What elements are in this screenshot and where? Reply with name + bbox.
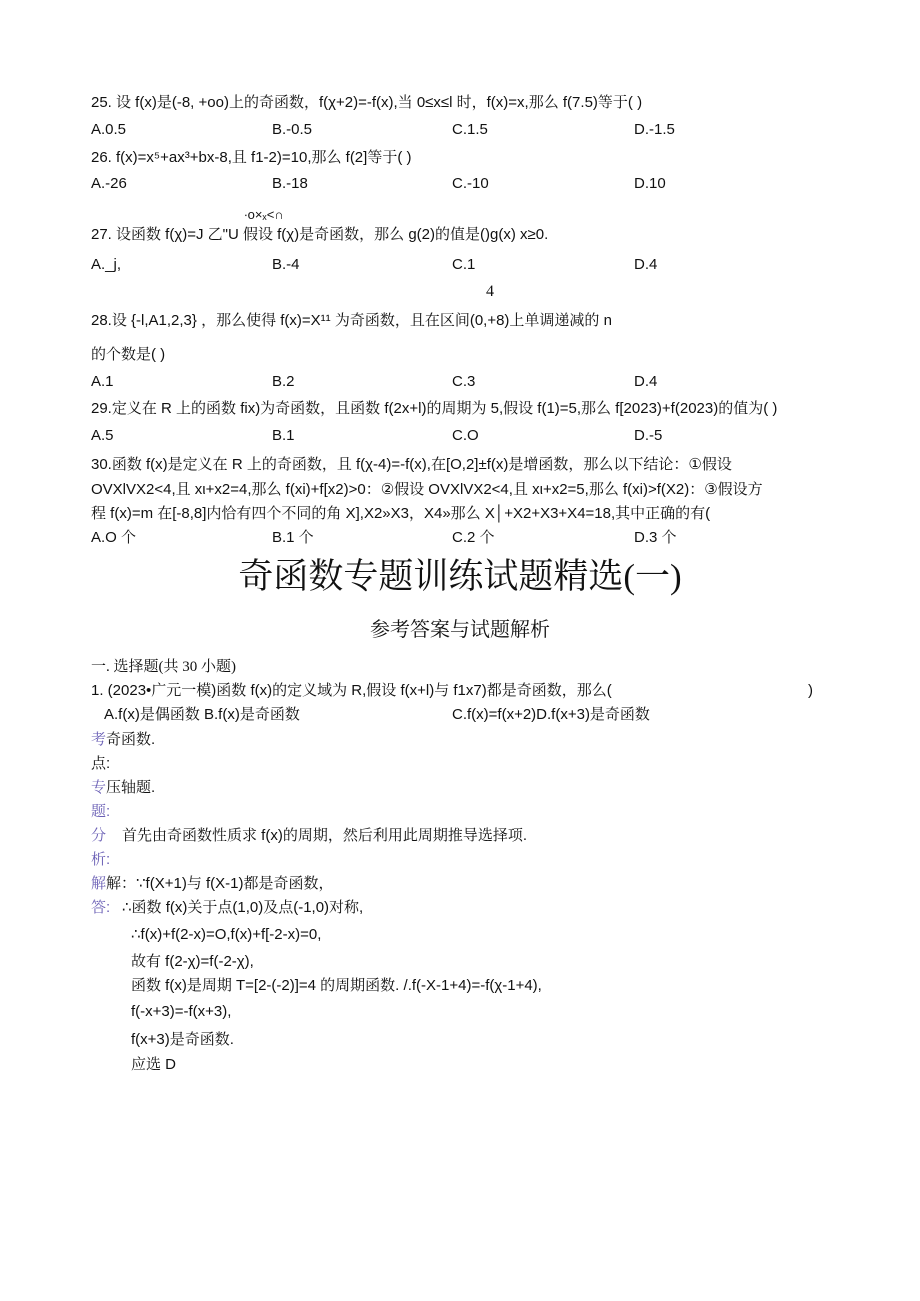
solution-line-5: f(x+3)是奇函数.: [131, 1031, 234, 1048]
section-heading: 一. 选择题(共 30 小题): [91, 659, 236, 675]
solution-1-options-cd: C.f(x)=f(x+2)D.f(x+3)是奇函数: [452, 706, 650, 723]
solution-line-6: 应选 D: [131, 1056, 177, 1073]
q26-option-a: A.-26: [91, 175, 127, 192]
q25-option-a: A.0.5: [91, 121, 127, 138]
fenxi-text: 首先由奇函数性质求 f(x)的周期，然后利用此周期推导选择项.: [122, 827, 527, 844]
q30-stem-line2: OVXlVX2<4,且 xι+x2=4,那么 f(xi)+f[x2)>0：②假设 OVXlVX2<4,且 xι+x2=5,那么 f(xi)>f(X2)：③假设方: [91, 481, 763, 498]
q25-stem: 25. 设 f(x)是(-8, +oo)上的奇函数，f(χ+2)=-f(x),当 0≤x≤l 时，f(x)=x,那么 f(7.5)等于( ): [91, 94, 643, 111]
q25-option-b: B.-0.5: [272, 121, 313, 138]
solution-1-stem: 1. (2023•广元一模)函数 f(x)的定义域为 R,假设 f(x+l)与 f1x7)都是奇函数，那么(: [91, 682, 612, 699]
q27-option-c: C.1: [452, 256, 476, 273]
jieda-label-2: 答:: [91, 899, 111, 916]
q26-option-c: C.-10: [452, 175, 489, 192]
q28-option-a: A.1: [91, 373, 114, 390]
q30-option-b: B.1 个: [272, 529, 314, 546]
fenxi-label: 分: [91, 827, 107, 844]
jieda-row: [91, 875, 334, 893]
q28-option-c: C.3: [452, 373, 476, 390]
zhuanti-label: 专: [91, 779, 107, 796]
solution-line-0: ∴函数 f(x)关于点(1,0)及点(-1,0)对称,: [122, 899, 364, 916]
q30-option-a: A.O 个: [91, 529, 137, 546]
q29-option-b: B.1: [272, 427, 295, 444]
fenxi-label-2: 析:: [91, 851, 111, 868]
zhuanti-row: [91, 779, 155, 797]
kaodian-label: 考: [91, 731, 107, 748]
q29-option-a: A.5: [91, 427, 114, 444]
q25-option-c: C.1.5: [452, 121, 488, 138]
q30-option-c: C.2 个: [452, 529, 495, 546]
q28-option-d: D.4: [634, 373, 658, 390]
q26-option-b: B.-18: [272, 175, 308, 192]
zhuanti-text: 压轴题.: [106, 779, 156, 796]
solution-line-1: ∴f(x)+f(2-x)=O,f(x)+f[-2-x)=0,: [131, 926, 322, 943]
q29-stem: 29.定义在 R 上的函数 fix)为奇函数，且函数 f(2x+l)的周期为 5,假设 f(1)=5,那么 f[2023)+f(2023)的值为( ): [91, 400, 778, 417]
q26-stem: 26. f(x)=x⁵+ax³+bx-8,且 f1-2)=10,那么 f(2]等于( ): [91, 149, 412, 166]
q25-option-d: D.-1.5: [634, 121, 675, 138]
solution-line-3: 函数 f(x)是周期 T=[2-(-2)]=4 的周期函数. /.f(-X-1+4)=-f(χ-1+4),: [131, 977, 542, 994]
q28-stem-continued: 的个数是( ): [91, 346, 166, 363]
page-subtitle: 参考答案与试题解析: [370, 619, 550, 641]
q27-fraction-denominator: 4: [486, 283, 494, 300]
q30-option-d: D.3 个: [634, 529, 677, 546]
solution-1-options-ab: A.f(x)是偶函数 B.f(x)是奇函数: [104, 706, 300, 723]
kaodian-label-2: 点:: [91, 755, 111, 772]
solution-1-stem-close: ): [808, 682, 813, 699]
q29-option-c: C.O: [452, 427, 479, 444]
q30-stem-line3: 程 f(x)=m 在[-8,8]内恰有四个不同的角 X],X2»X3，X4»那么 X│+X2+X3+X4=18,其中正确的有(: [91, 505, 711, 522]
page-title: 奇函数专题训练试题精选(一): [238, 557, 682, 596]
q28-option-b: B.2: [272, 373, 295, 390]
q27-option-d: D.4: [634, 256, 658, 273]
solution-line-2: 故有 f(2-χ)=f(-2-χ),: [131, 953, 254, 970]
q27-option-b: B.-4: [272, 256, 300, 273]
jieda-label: 解: [91, 875, 107, 892]
q30-stem-line1: 30.函数 f(x)是定义在 R 上的奇函数，且 f(χ-4)=-f(x),在[O,2]±f(x)是增函数，那么以下结论：①假设: [91, 456, 732, 473]
q28-stem: 28.设 {-l,A1,2,3} ，那么使得 f(x)=X¹¹ 为奇函数，且在区间(0,+8)上单调递减的 n: [91, 312, 612, 329]
q27-superscript: ∙o×ₓ<∩: [244, 207, 284, 222]
zhuanti-label-2: 题:: [91, 803, 111, 820]
kaodian-text: 奇函数.: [106, 731, 156, 748]
q29-option-d: D.-5: [634, 427, 663, 444]
kaodian-row: [91, 731, 155, 749]
jieda-text: 解：∵f(X+1)与 f(X-1)都是奇函数，: [106, 875, 334, 892]
solution-line-4: f(-x+3)=-f(x+3),: [131, 1003, 232, 1020]
q27-stem: 27. 设函数 f(χ)=J 乙"U 假设 f(χ)是奇函数，那么 g(2)的值是()g(x) x≥0.: [91, 226, 549, 243]
q27-option-a: A._j,: [91, 256, 122, 273]
q26-option-d: D.10: [634, 175, 666, 192]
